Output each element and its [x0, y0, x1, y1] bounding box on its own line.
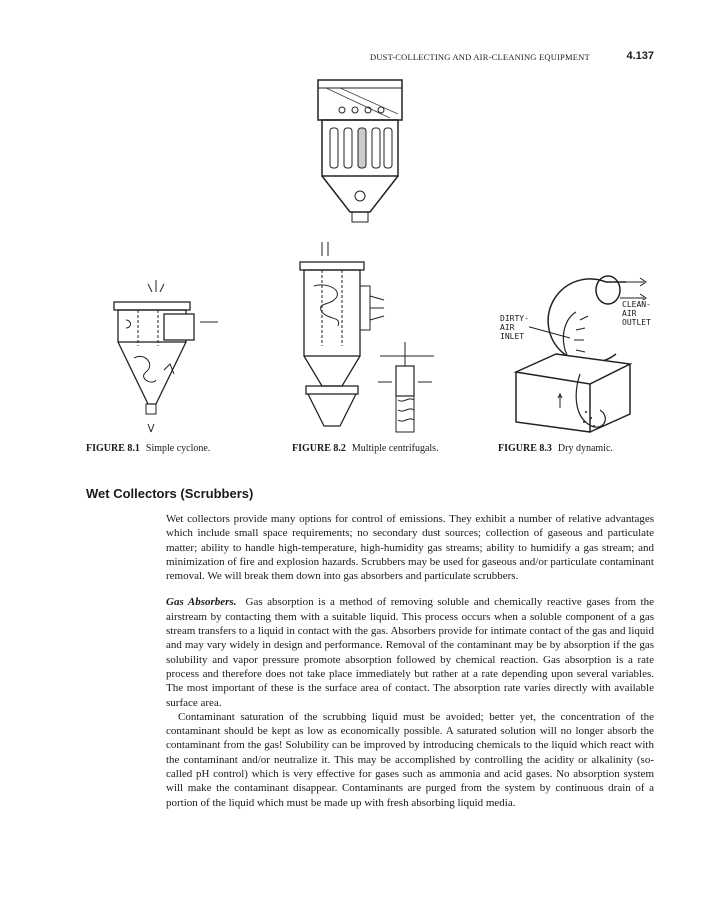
body-text: [166, 512, 654, 810]
clean-air-outlet-label: [622, 300, 651, 327]
figure-8-3-illustration: [496, 262, 666, 442]
figure-8-3-caption: [498, 443, 613, 454]
caption-label: FIGURE 8.2: [292, 443, 346, 454]
caption-title: Dry dynamic.: [557, 443, 613, 454]
clean-air-line2: AIR: [622, 309, 637, 318]
figure-8-1-illustration: [104, 274, 224, 439]
run-in-heading: Gas Absorbers.: [166, 596, 237, 609]
dirty-air-line1: DIRTY-: [500, 314, 529, 323]
figure-8-1-caption: [86, 443, 210, 454]
running-head: DUST-COLLECTING AND AIR-CLEANING EQUIPMENT: [370, 52, 590, 62]
dirty-air-line2: AIR: [500, 323, 515, 332]
dirty-air-line3: INLET: [500, 332, 525, 341]
page-header: [370, 50, 654, 66]
caption-label: FIGURE 8.1: [86, 443, 140, 454]
baghouse-illustration: [300, 74, 420, 234]
dirty-air-inlet-label: [500, 314, 529, 341]
caption-title: Multiple centrifugals.: [351, 443, 439, 454]
figure-8-2-caption: [292, 443, 439, 454]
paragraph-3: Contaminant saturation of the scrubbing liquid must be avoided; better yet, the concentration of the contaminant should be kept as low as economically possible. A saturated solution will no longer absorb the contaminant from the gas! Solubility can be improved by introducing chemicals to the liquid which react with the contaminant and/or neutralize it. This may be accomplished by controlling the acidity or alkalinity (so-called pH control) which is very effective for gases such as ammonia and acid gases. No absorption system will make the contaminant disappear. Contaminants are purged from the system by continuous drain of a portion of the liquid which must be made up with fresh absorbing liquid media.: [166, 710, 654, 809]
clean-air-line1: CLEAN-: [622, 300, 651, 309]
page-number: 4.137: [626, 50, 654, 62]
figure-8-2-illustration: [292, 236, 442, 436]
caption-label: FIGURE 8.3: [498, 443, 552, 454]
clean-air-line3: OUTLET: [622, 318, 651, 327]
paragraph-1: Wet collectors provide many options for control of emissions. They exhibit a number of relative advantages which include small space requirements; no secondary dust sources; collection of gaseous and particulate matter; ability to handle high-temperature, high-humidity gas streams; ability to humidify a gas stream; and minimization of fire and explosion hazards. Scrubbers may be used for gaseous and/or particulate contaminant removal. We will break them down into gas absorbers and particulate scrubbers.: [166, 513, 654, 583]
paragraph-2-text: Gas absorption is a method of removing soluble and chemically reactive gases from the airstream by contacting them with a suitable liquid. This process occurs when a soluble component of a gas stream transfers to a liquid in contact with the gas. Absorbers provide for intimate contact of the gas and liquid and may vary widely in design and performance. Removal of the contaminant may be by absorption if the gas solubility and vapor pressure promote absorption followed by chemical reaction. Gas absorption is a rate process and therefore does not take place immediately but rather at a rate depending upon several variables. The most important of these is the surface area of contact. The absorption rate varies directly with available surface area.: [166, 596, 654, 709]
paragraph-2: [166, 595, 654, 709]
caption-title: Simple cyclone.: [145, 443, 211, 454]
section-heading: Wet Collectors (Scrubbers): [86, 486, 254, 501]
